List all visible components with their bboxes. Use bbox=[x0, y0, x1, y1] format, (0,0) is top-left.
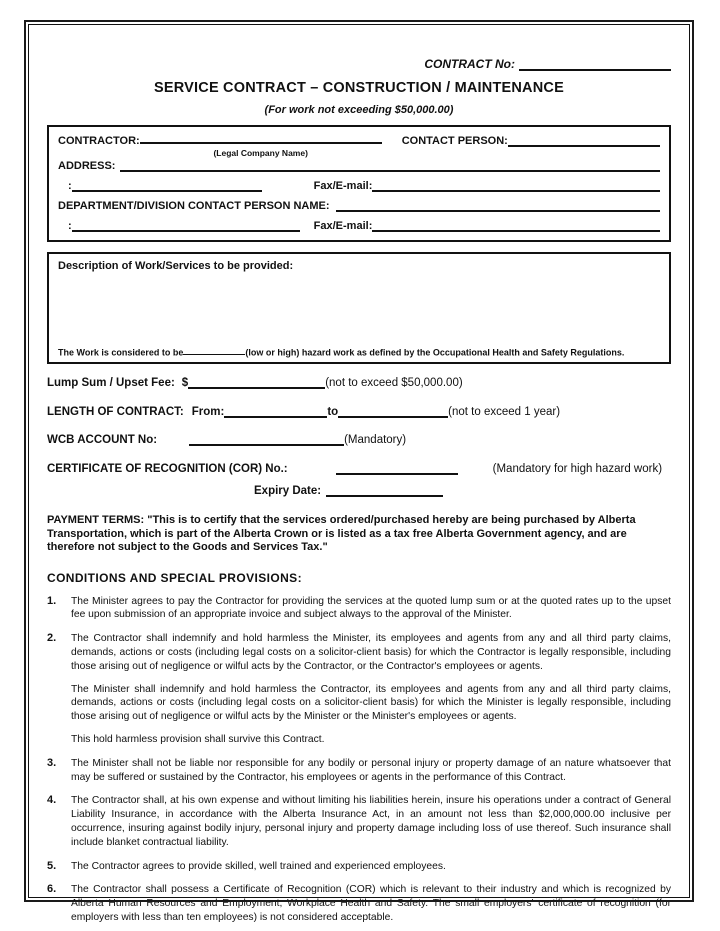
hazard-blank bbox=[183, 347, 245, 356]
contractor-info-box bbox=[47, 125, 671, 242]
phone-blank-1 bbox=[72, 182, 262, 192]
condition-2-paragraph-2: The Minister shall indemnify and hold harmless the Contractor, its employees and agents from any and all third party claims, demands, actions or costs (including legal costs on a solicitor-client basis) for which the Minister is legally responsible, including those arising out of negligence or wilful acts by the Minister or the Minister's employees or agents. bbox=[71, 683, 671, 723]
condition-item-6 bbox=[47, 883, 671, 924]
condition-item-2 bbox=[47, 632, 671, 747]
condition-number-2: 2. bbox=[47, 632, 57, 645]
payment-terms-paragraph: PAYMENT TERMS: "This is to certify that the services ordered/purchased hereby are being purchased by Alberta Transportation, which is part of the Alberta Crown or is listed as a tax free Alberta Government agency, and are therefore not subject to the Goods and Services Tax." bbox=[47, 514, 636, 554]
wcb-account-row bbox=[47, 434, 671, 446]
condition-4-paragraph: The Contractor shall, at his own expense and without limiting his liabilities herein, insure his operations under a contract of General Liability Insurance, in accordance with the Alberta Insurance Act, in an amount not less than $2,000,000.00 inclusive per occurrence, insuring against bodily injury, personal injury and property damage including loss of use thereof. Such insurance shall include blanket contractual liability. bbox=[71, 795, 671, 848]
expiry-date-blank bbox=[326, 487, 443, 498]
contractor-label: CONTRACTOR: bbox=[58, 135, 140, 148]
condition-number-1: 1. bbox=[47, 594, 57, 607]
condition-item-3 bbox=[47, 757, 671, 785]
condition-3-paragraph: The Minister shall not be liable nor responsible for any bodily or personal injury or property damage of an nature whatsoever that may be suffered or sustained by the Contractor, his employees or agents in the performance of this Contract. bbox=[71, 757, 671, 783]
wcb-note: (Mandatory) bbox=[344, 434, 407, 447]
expiry-date-row bbox=[47, 485, 671, 497]
cor-number-row bbox=[47, 463, 671, 475]
contractor-name-field bbox=[140, 134, 382, 159]
conditions-list bbox=[47, 595, 671, 925]
length-of-contract-row bbox=[47, 406, 671, 418]
condition-2-paragraph-1: The Contractor shall indemnify and hold harmless the Minister, its employees and agents from any and all third party claims, demands, actions or costs (including legal costs on a solicitor-client basis) for which the Contractor is legally responsible, including those arising out of negligence or wilful acts by the Contractor, or the Contractor's employees or agents. bbox=[71, 633, 671, 672]
phone-label-2: : bbox=[68, 220, 72, 233]
contact-person-label: CONTACT PERSON: bbox=[401, 135, 508, 148]
contract-no-row bbox=[47, 57, 671, 71]
contractor-row bbox=[58, 134, 660, 159]
length-note: (not to exceed 1 year) bbox=[448, 406, 561, 419]
address-label: ADDRESS: bbox=[58, 160, 116, 173]
contact-person-blank bbox=[508, 137, 660, 147]
condition-body-1 bbox=[71, 595, 671, 623]
condition-body-2 bbox=[71, 632, 671, 747]
condition-item-4 bbox=[47, 794, 671, 849]
cor-note: (Mandatory for high hazard work) bbox=[492, 463, 663, 476]
lump-sum-row bbox=[47, 377, 671, 389]
phone-fax-row-2 bbox=[58, 220, 660, 232]
condition-item-5 bbox=[47, 860, 671, 874]
wcb-label: WCB ACCOUNT No: bbox=[47, 434, 158, 447]
contract-form-page bbox=[28, 24, 690, 923]
cor-label: CERTIFICATE OF RECOGNITION (COR) No.: bbox=[47, 463, 288, 476]
form-subtitle: (For work not exceeding $50,000.00) bbox=[264, 104, 454, 116]
department-name-blank bbox=[336, 202, 660, 212]
condition-2-paragraph-3: This hold harmless provision shall survive this Contract. bbox=[71, 734, 325, 746]
dollar-sign: $ bbox=[181, 377, 189, 390]
hazard-prefix: The Work is considered to be bbox=[58, 347, 184, 358]
legal-company-name-caption: (Legal Company Name) bbox=[213, 148, 308, 159]
hazard-line bbox=[58, 347, 660, 358]
wcb-blank bbox=[189, 436, 344, 447]
condition-body-5 bbox=[71, 860, 671, 874]
contract-no-label: CONTRACT No: bbox=[424, 57, 515, 71]
length-from-label: From: bbox=[191, 406, 225, 419]
fax-email-label-1: Fax/E-mail: bbox=[313, 180, 373, 193]
condition-number-4: 4. bbox=[47, 794, 57, 807]
condition-body-3 bbox=[71, 757, 671, 785]
condition-body-4 bbox=[71, 794, 671, 849]
expiry-date-label: Expiry Date: bbox=[254, 485, 322, 498]
phone-blank-2 bbox=[72, 222, 300, 232]
condition-5-paragraph: The Contractor agrees to provide skilled, well trained and experienced employees. bbox=[71, 860, 446, 872]
lump-sum-blank bbox=[188, 379, 325, 390]
contractor-name-blank bbox=[140, 134, 382, 144]
condition-number-3: 3. bbox=[47, 756, 57, 769]
department-row bbox=[58, 200, 660, 212]
lump-sum-note: (not to exceed $50,000.00) bbox=[325, 377, 463, 390]
department-label: DEPARTMENT/DIVISION CONTACT PERSON NAME: bbox=[58, 200, 330, 213]
description-heading: Description of Work/Services to be provided: bbox=[58, 260, 294, 273]
condition-item-1 bbox=[47, 595, 671, 623]
fax-email-blank-2 bbox=[372, 222, 660, 232]
condition-number-6: 6. bbox=[47, 883, 57, 896]
length-to-blank bbox=[338, 408, 448, 419]
lump-sum-label: Lump Sum / Upset Fee: bbox=[47, 377, 175, 390]
hazard-suffix: (low or high) hazard work as defined by the Occupational Health and Safety Regulations. bbox=[245, 347, 625, 358]
length-label: LENGTH OF CONTRACT: bbox=[47, 406, 184, 419]
cor-blank bbox=[336, 465, 458, 476]
phone-label-1: : bbox=[68, 180, 72, 193]
condition-1-paragraph: The Minister agrees to pay the Contractor for providing the services at the quoted lump sum or at the quoted rates up to the upset fee upon submission of an appropriate invoice and subject always to the approval of the Minister. bbox=[71, 595, 671, 621]
address-row bbox=[58, 160, 660, 172]
phone-fax-row-1 bbox=[58, 180, 660, 192]
fax-email-label-2: Fax/E-mail: bbox=[313, 220, 373, 233]
length-to-label: to bbox=[327, 406, 339, 419]
address-blank bbox=[120, 162, 660, 172]
condition-number-5: 5. bbox=[47, 859, 57, 872]
contract-no-blank bbox=[519, 60, 671, 71]
condition-body-6 bbox=[71, 883, 671, 924]
form-title: SERVICE CONTRACT – CONSTRUCTION / MAINTENANCE bbox=[154, 80, 564, 96]
fax-email-blank-1 bbox=[372, 182, 660, 192]
length-from-blank bbox=[224, 408, 327, 419]
conditions-heading: CONDITIONS AND SPECIAL PROVISIONS: bbox=[47, 570, 302, 585]
condition-6-paragraph: The Contractor shall possess a Certificate of Recognition (COR) which is relevant to their industry and which is recognized by Alberta Human Resources and Employment, Workplace Health and Safety. The small employers' certificate of recognition (for employers with less than ten employees) is not considered acceptable. bbox=[71, 884, 671, 923]
description-of-work-box bbox=[47, 252, 671, 364]
